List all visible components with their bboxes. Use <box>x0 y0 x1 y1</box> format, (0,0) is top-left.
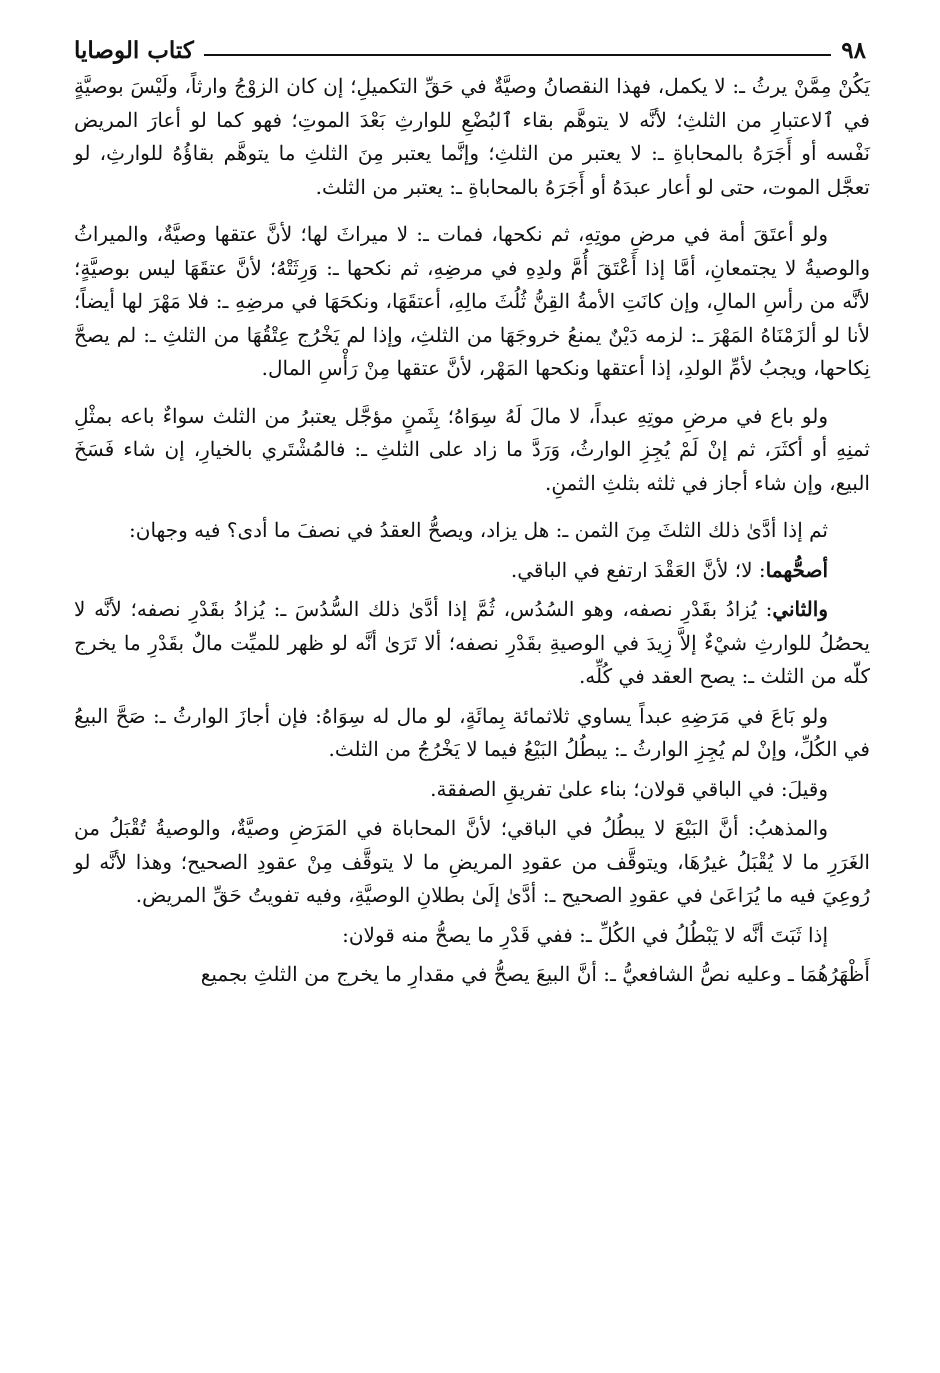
paragraph <box>74 554 870 588</box>
paragraph-lead: والثاني <box>772 597 828 621</box>
paragraph: إذا ثَبَتَ أنَّه لا يَبْطُلُ في الكُلِّ ـ: ففي قَدْرِ ما يصحُّ منه قولان: <box>342 922 828 947</box>
paragraph: أَظْهَرُهُمَا ـ وعليه نصُّ الشافعيُّ ـ: أنَّ البيعَ يصحُّ في مقدارِ ما يخرج من الثلثِ بجميع <box>200 962 870 986</box>
page-number: ٩٨ <box>841 37 866 64</box>
book-title: كتاب الوصايا <box>74 37 194 64</box>
paragraph: والمذهبُ: أنَّ البَيْعَ لا يبطُلُ في الباقي؛ لأنَّ المحاباة في المَرَضِ وصيَّةٌ، والوصيةُ تُقْبَلُ من الغَرَرِ ما لا يُقْبَلُ غيرُهَا، ويتوقَّف من عقودِ المريضِ ما لا يتوقَّف مِنْ عقودِ الصحيح؛ وهذا لأنَّه لو رُوعِيَ فيه ما يُرَاعَىٰ في عقودِ الصحيح ـ: أدَّىٰ إلَىٰ بطلانِ الوصيَّةِ، وفيه تفويتُ حَقِّ المريض. <box>74 816 870 907</box>
paragraph-text: : لا؛ لأنَّ العَقْدَ ارتفع في الباقي. <box>510 557 766 582</box>
page-body <box>74 70 870 998</box>
header-rule <box>204 54 831 56</box>
paragraph-lead: أصحُّهما <box>765 557 828 582</box>
paragraph: ولو أعتَقَ أمة في مرضِ موتِهِ، ثم نكحها، فمات ـ: لا ميراثَ لها؛ لأنَّ عتقها وصيَّةٌ، والميراثُ والوصيةُ لا يجتمعانِ، أمَّا إذا أَعْتَقَ أُمَّ ولدِهِ في مرضِهِ، ثم نكحها ـ: وَرِثَتْهُ؛ لأنَّ عتقَهَا ليس بوصيَّةٍ؛ لأنَّه من رأسِ المالِ، وإن كانَتِ الأمةُ القِنُّ ثُلُثَ مالِهِ، أعتقَهَا، ونكحَهَا في مرضِهِ ـ: فلا مَهْرَ لها أيضاً؛ لأنا لو ألزَمْنَاهُ المَهْرَ ـ: لزمه دَيْنٌ يمنعُ خروجَهَا من الثلثِ، وإذا لم يَخْرُج عِتْقُهَا من الثلثِ ـ: لم يصحَّ نِكاحها، ويجبُ لأمِّ الولدِ، إذا أعتقها ونكحها المَهْر، لأنَّ عتقها مِنْ رَأْسِ المال. <box>74 222 870 380</box>
running-header <box>74 28 866 64</box>
paragraph: وقيلَ: في الباقي قولان؛ بناء علىٰ تفريقِ الصفقة. <box>430 776 828 801</box>
paragraph: ثم إذا أدَّىٰ ذلك الثلثَ مِنَ الثمن ـ: هل يزاد، ويصحُّ العقدُ في نصفَ ما أدى؟ فيه وجهان: <box>129 518 828 542</box>
paragraph: ولو بَاعَ في مَرَضِهِ عبداً يساوي ثلاثمائة بِمائَةٍ، لو مال له سِوَاهُ: فإن أجازَ الوارثُ ـ: صَحَّ البيعُ في الكُلِّ، وإنْ لم يُجِزِ الوارثُ ـ: يبطُلُ البَيْعُ فيما لا يَخْرُجُ من الثلث. <box>74 703 870 761</box>
paragraph: يَكُنْ مِمَّنْ يرثُ ـ: لا يكمل، فهذا النقصانُ وصيَّةٌ في حَقِّ التكميلِ؛ إن كان الزوْجُ وارثاً، ولَيْسَ بوصيَّةٍ في ٱلاعتبارِ من الثلثِ؛ لأنَّه لا يتوهَّم بقاء ٱلبُضْعِ للوارثِ بَعْدَ الموتِ؛ فهو كما لو أعارَ المريض نَفْسه أو أَجَرَهُ بالمحاباةِ ـ: لا يعتبر من الثلثِ؛ وإنَّما يعتبر مِنَ الثلثِ ما يتوهَّم بقاؤُهُ للوارثِ، لو تعجَّل الموت، حتى لو أعار عبدَهُ أو أَجَرَهُ بالمحاباةِ ـ: يعتبر من الثلث. <box>74 74 870 199</box>
paragraph-text: : يُزادُ بقَدْرِ نصفه، وهو السُدُس، ثُمَّ إذا أدَّىٰ ذلك السُّدُسَ ـ: يُزادُ بقَدْرِ نصفه؛ لأنَّه لا يحصُلُ للوارثِ شيْءٌ إلاَّ زِيدَ في الوصيةِ بقَدْرِ نصفه؛ ألا تَرَىٰ أنَّه لو ظهر للميِّت مالٌ بقَدْرِ ما يخرج كلّه من الثلث ـ: يصح العقد في كُلِّه. <box>74 597 870 688</box>
paragraph: ولو باع في مرضِ موتِهِ عبداً، لا مالَ لَهُ سِوَاهُ؛ بِثَمنٍ مؤجَّل يعتبرُ من الثلث سواءٌ باعه بمثْلِ ثمنِهِ أو أكثَرَ، ثم إنْ لَمْ يُجِزِ الوارثُ، وَرَدَّ ما زاد على الثلثِ ـ: فالمُشْتَري بالخيارِ، إن شاء فَسَخَ البيع، وإن شاء أجاز في ثلثه بثلثِ الثمنِ. <box>74 403 870 495</box>
paragraph <box>74 593 870 694</box>
